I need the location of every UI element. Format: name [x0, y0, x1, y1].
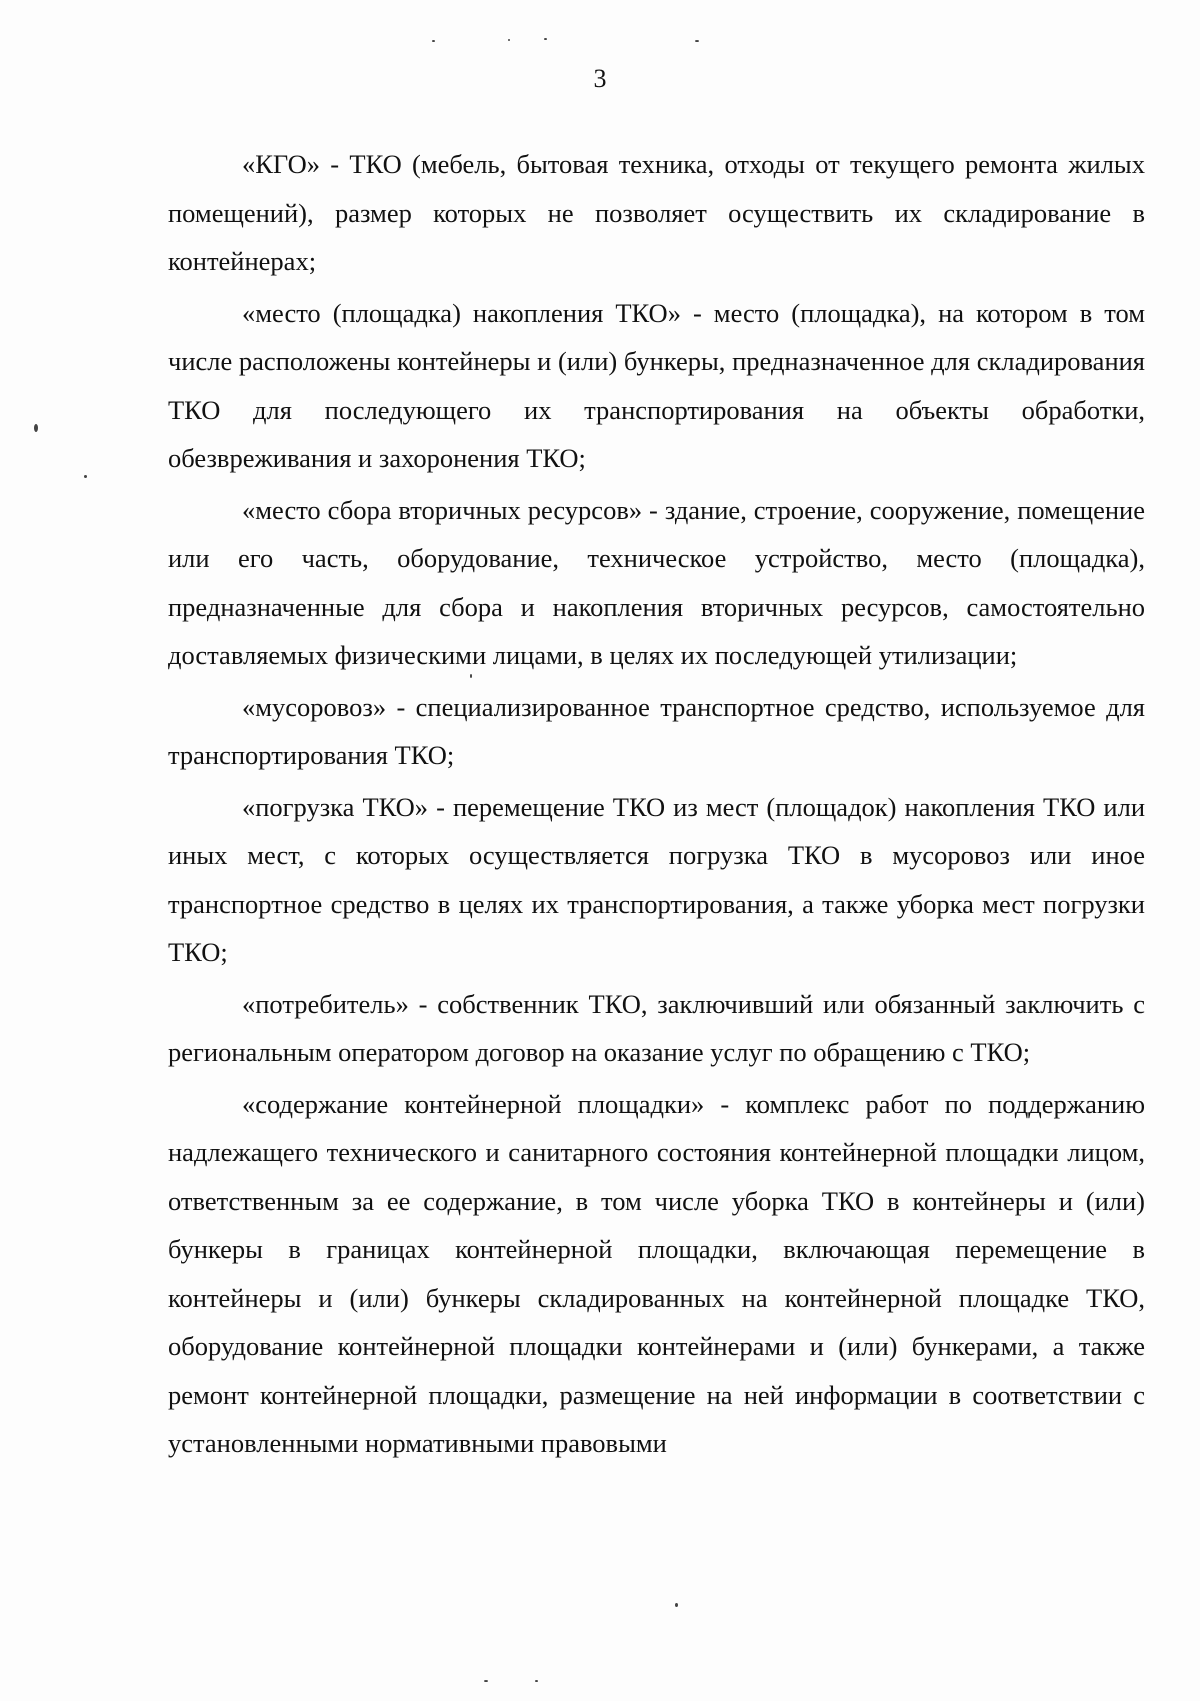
definition-paragraph: «место сбора вторичных ресурсов» - здание, строение, сооружение, помещение или его часть, оборудование, техническое устройство, место (площадка), предназначенные для сбора и накопления вторичных ресурсов, самостоятельно доставляемых физическими лицами, в целях их последующей утилизации; — [168, 494, 1145, 670]
scan-speck — [34, 424, 38, 432]
definition-paragraph: «мусоровоз» - специализированное транспортное средство, используемое для транспортирования ТКО; — [168, 691, 1145, 770]
definition-paragraph: «место (площадка) накопления ТКО» - место (площадка), на котором в том числе расположены контейнеры и (или) бункеры, предназначенное для складирования ТКО для последующего их транспортирования на объекты обработки, обезвреживания и захоронения ТКО; — [168, 297, 1145, 473]
scan-speck — [544, 38, 547, 40]
definition-paragraph: «КГО» - ТКО (мебель, бытовая техника, отходы от текущего ремонта жилых помещений), размер которых не позволяет осуществить их складирование в контейнерах; — [168, 149, 1145, 276]
scan-speck — [470, 674, 472, 678]
scan-speck — [535, 1680, 538, 1682]
page-number: 3 — [593, 64, 607, 93]
scan-speck — [484, 1680, 488, 1682]
definition-paragraph: «содержание контейнерной площадки» - комплекс работ по поддержанию надлежащего технического и санитарного состояния контейнерной площадки лицом, ответственным за ее содержание, в том числе уборка ТКО в контейнеры и (или) бункеры в границах контейнерной площадки, включающая перемещение в контейнеры и (или) бункеры складированных на контейнерной площадке ТКО, оборудование контейнерной площадки контейнерами и (или) бункерами, а также ремонт контейнерной площадки, размещение на ней информации в соответствии с установленными нормативными правовыми — [168, 1088, 1145, 1458]
scan-speck — [84, 475, 87, 478]
scan-speck — [695, 40, 699, 42]
document-body — [168, 140, 1145, 1471]
scan-speck — [508, 39, 510, 41]
scan-speck — [675, 1603, 678, 1607]
scan-speck — [432, 40, 435, 42]
definition-paragraph: «погрузка ТКО» - перемещение ТКО из мест (площадок) накопления ТКО или иных мест, с которых осуществляется погрузка ТКО в мусоровоз или иное транспортное средство в целях их транспортирования, а также уборка мест погрузки ТКО; — [168, 791, 1145, 967]
definition-paragraph: «потребитель» - собственник ТКО, заключивший или обязанный заключить с региональным оператором договор на оказание услуг по обращению с ТКО; — [168, 988, 1145, 1067]
